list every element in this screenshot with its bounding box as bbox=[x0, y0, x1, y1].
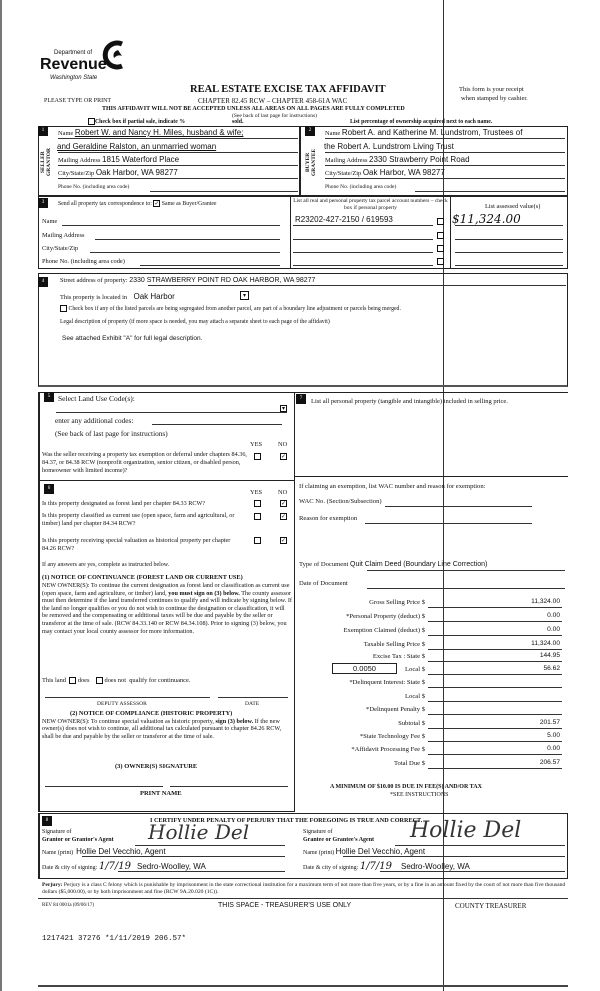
fee-label: *Delinquent Penalty $ bbox=[366, 706, 425, 713]
form-revision: REV 84 0001a (09/06/17) bbox=[42, 903, 94, 908]
seller-mail-field[interactable]: Mailing Address 1815 Waterford Place bbox=[58, 155, 180, 164]
exemption-no-checkbox[interactable]: ✓ bbox=[281, 453, 287, 460]
no-header: NO bbox=[278, 489, 288, 496]
minimum-note: A MINIMUM OF $10.00 IS DUE IN FEE(S) AND/OR TAX bbox=[330, 784, 482, 790]
personal-property-checkbox[interactable] bbox=[437, 232, 444, 239]
fee-label: Subtotal $ bbox=[398, 720, 425, 727]
owner-signature-line[interactable] bbox=[45, 786, 163, 787]
street-address-field[interactable]: Street address of property: 2330 STRAWBERRY POINT RD OAK HARBOR, WA 98277 bbox=[60, 277, 316, 284]
buyer-name-field[interactable]: Name Robert A. and Katherine M. Lundstrom, Trustees of bbox=[325, 128, 523, 137]
document-type-field[interactable]: Type of Document Quit Claim Deed (Boundary Line Correction) bbox=[299, 561, 488, 568]
same-as-buyer-checkbox[interactable]: Send all property tax correspondence to: ✓ Same as Buyer/Grantee bbox=[58, 200, 217, 207]
section-number: 3 bbox=[38, 198, 48, 208]
buyer-side-label: BUYER GRANTEE bbox=[305, 148, 317, 176]
grantee-name-field[interactable]: Name (print) Hollie Del Vecchio, Agent bbox=[303, 847, 426, 856]
treasurer-only-label: THIS SPACE - TREASURER'S USE ONLY bbox=[218, 902, 352, 909]
no-header: NO bbox=[278, 441, 288, 448]
form-title: REAL ESTATE EXCISE TAX AFFIDAVIT bbox=[190, 84, 386, 95]
fee-value[interactable]: 0.00 bbox=[547, 745, 560, 752]
forest-no-checkbox[interactable]: ✓ bbox=[281, 500, 287, 507]
buyer-mail-field[interactable]: Mailing Address 2330 Strawberry Point Road bbox=[325, 155, 470, 164]
current-use-yes-checkbox[interactable] bbox=[254, 513, 261, 520]
sig-of-label: Signature of bbox=[42, 829, 72, 835]
chevron-down-icon: ▾ bbox=[281, 405, 285, 412]
owner-signature-label: (3) OWNER(S) SIGNATURE bbox=[115, 763, 198, 770]
corr-phone-field[interactable]: Phone No. (including area code) bbox=[42, 258, 125, 265]
buyer-city-field[interactable]: City/State/Zip Oak Harbor, WA 98277 bbox=[325, 168, 445, 177]
ownership-note: List percentage of ownership acquired next to each name. bbox=[350, 119, 493, 125]
fee-value[interactable]: 144.95 bbox=[539, 652, 560, 659]
exemption-header: If claiming an exemption, list WAC number and reason for exemption: bbox=[299, 483, 486, 490]
parcel-header: List all real and personal property tax parcel account numbers – check box if personal property bbox=[293, 198, 448, 211]
fee-label: Exemption Claimed (deduct) $ bbox=[343, 627, 425, 634]
sold-label: sold. bbox=[232, 119, 244, 125]
additional-codes-field[interactable]: enter any additional codes: bbox=[55, 416, 134, 425]
dor-logo: Department of Revenue Washington State bbox=[40, 30, 130, 86]
see-back-note: (See back of last page for instructions) bbox=[55, 429, 168, 438]
notice-continuance-text: NEW OWNER(S): To continue the current designation as forest land or classification as current use (open space, farm and agriculture, or timber) land, you must sign on (3) below. The county assessor must then determine if the land transferred continues to qualify and will indicate by signing below. If the land no longer qualifies or you do not wish to continue the designation or classification, it will be removed and the compensating or additional taxes will be due and payable by the seller or transferor at the time of sale. (RCW 84.33.140 or RCW 84.34.108). Prior to signing (3) below, you may contact your local county assessor for more information. bbox=[42, 582, 292, 635]
personal-property-checkbox[interactable] bbox=[437, 245, 444, 252]
fee-label: *Personal Property (deduct) $ bbox=[346, 613, 425, 620]
see-instructions-note: *SEE INSTRUCTIONS bbox=[390, 792, 449, 798]
fee-label: *State Technology Fee $ bbox=[359, 733, 425, 740]
notice-continuance-title: (1) NOTICE OF CONTINUANCE (FOREST LAND OR CURRENT USE) bbox=[42, 574, 243, 581]
buyer-phone-field[interactable]: Phone No. (including area code) bbox=[325, 184, 397, 190]
grantor-name-field[interactable]: Name (print) Hollie Del Vecchio, Agent bbox=[42, 847, 166, 856]
section-number: 5 bbox=[44, 392, 54, 402]
does-checkbox[interactable] bbox=[69, 677, 76, 684]
personal-property-checkbox[interactable] bbox=[437, 258, 444, 265]
fee-value[interactable]: 11,324.00 bbox=[531, 598, 560, 605]
legal-description-field[interactable]: See attached Exhibit "A" for full legal description. bbox=[62, 335, 203, 342]
buyer-name-line2[interactable]: the Robert A. Lundstrom Living Trust bbox=[324, 142, 454, 151]
fee-label: Excise Tax : State $ bbox=[372, 653, 425, 660]
fee-label: *Affidavit Processing Fee $ bbox=[351, 746, 425, 753]
corr-city-field[interactable]: City/State/Zip bbox=[42, 245, 79, 252]
dor-logo-mark-icon bbox=[100, 40, 126, 70]
grantee-signature[interactable]: Hollie Del bbox=[410, 818, 522, 843]
if-yes-note: If any answers are yes, complete as instructed below. bbox=[42, 562, 170, 568]
grantor-date-city-field[interactable]: Date & city of signing: 1/7/19 Sedro-Woolley, WA bbox=[42, 861, 206, 872]
fee-label: Local $ bbox=[405, 693, 425, 700]
exemption-reason-field[interactable]: Reason for exemption bbox=[299, 515, 358, 522]
receipt-note: This form is your receipt bbox=[459, 86, 524, 93]
please-type-note: PLEASE TYPE OR PRINT bbox=[44, 98, 112, 104]
certify-statement: I CERTIFY UNDER PENALTY OF PERJURY THAT THE FOREGOING IS TRUE AND CORRECT. bbox=[150, 817, 423, 824]
seller-phone-field[interactable]: Phone No. (including area code) bbox=[58, 184, 130, 190]
document-date-field[interactable]: Date of Document bbox=[299, 580, 348, 587]
sig-of-label: Signature of bbox=[303, 829, 333, 835]
yes-header: YES bbox=[250, 489, 263, 496]
partial-sale-checkbox[interactable]: Check box if partial sale, indicate % bbox=[88, 118, 185, 125]
section-number: 6 bbox=[44, 484, 54, 494]
fee-value[interactable]: 11,324.00 bbox=[531, 640, 560, 647]
land-use-dropdown[interactable] bbox=[56, 405, 287, 413]
grantee-date-city-field[interactable]: Date & city of signing: 1/7/19 Sedro-Woolley, WA bbox=[303, 861, 470, 872]
deputy-assessor-label: DEPUTY ASSESSOR bbox=[97, 701, 147, 707]
grantee-agent-label: Grantee or Grantee's Agent bbox=[303, 837, 375, 843]
fee-value[interactable]: 0.00 bbox=[547, 612, 560, 619]
section-number: 2 bbox=[305, 126, 315, 136]
historic-yes-checkbox[interactable] bbox=[254, 537, 261, 544]
section-number: 8 bbox=[42, 816, 52, 826]
fee-value[interactable]: 5.00 bbox=[547, 732, 560, 739]
current-use-question: Is this property classified as current use (open space, farm and agricultural, or timber) land per chapter 84.34 RCW? bbox=[42, 512, 235, 527]
historic-no-checkbox[interactable]: ✓ bbox=[281, 537, 287, 544]
notice-compliance-text: NEW OWNER(S): To continue special valuation as historic property, sign (3) below. If the new owner(s) does not wish to continue, all additional tax calculated pursuant to chapter 84.26 RCW, shall be due and payable by the seller or transferor at the time of sale. bbox=[42, 718, 282, 740]
personal-property-checkbox[interactable] bbox=[437, 218, 444, 225]
receipt-note-2: when stamped by cashier. bbox=[461, 95, 528, 102]
legal-description-label: Legal description of property (if more space is needed, you may attach a separate sheet to each page of the affidavit) bbox=[60, 319, 330, 325]
exemption-yes-checkbox[interactable] bbox=[254, 453, 261, 460]
print-name-label: PRINT NAME bbox=[140, 790, 182, 797]
corr-name-field[interactable]: Name bbox=[42, 218, 58, 225]
land-use-label: Select Land Use Code(s): bbox=[58, 394, 135, 403]
located-dropdown-icon[interactable]: ▾ bbox=[240, 291, 249, 300]
historic-question: Is this property receiving special valuation as historical property per chapter 84.26 RCW? bbox=[42, 537, 231, 552]
seller-name-line2[interactable]: and Geraldine Ralston, an unmarried woman bbox=[57, 142, 217, 151]
corr-mail-field[interactable]: Mailing Address bbox=[42, 232, 85, 239]
grantor-signature[interactable]: Hollie Del bbox=[148, 820, 250, 844]
yes-header: YES bbox=[250, 441, 263, 448]
seller-side-label: SELLER GRANTOR bbox=[40, 148, 52, 177]
does-not-checkbox[interactable] bbox=[96, 677, 103, 684]
county-treasurer-label: COUNTY TREASURER bbox=[455, 902, 527, 910]
exemption-question: Was the seller receiving a property tax exemption or deferral under chapters 84.36, 84.37, or 84.38 RCW (nonprofit organization, senior citizen, or disabled person, homeowner with limited income)? bbox=[42, 451, 247, 474]
fee-label: Total Due $ bbox=[393, 760, 425, 767]
wac-number-field[interactable]: WAC No. (Section/Subsection) bbox=[299, 498, 382, 505]
segregate-checkbox[interactable]: Check box if any of the listed parcels are being segregated from another parcel, are part of a boundary line adjustment or parcels being merged. bbox=[60, 305, 401, 312]
seller-name-field[interactable]: Name Robert W. and Nancy H. Miles, husband & wife; bbox=[58, 128, 244, 137]
fee-value[interactable]: 0.00 bbox=[547, 626, 560, 633]
fee-value[interactable]: 206.57 bbox=[539, 759, 560, 766]
forest-yes-checkbox[interactable] bbox=[254, 500, 261, 507]
rate-box[interactable]: 0.0050 bbox=[332, 663, 397, 674]
date-label: DATE bbox=[245, 701, 260, 707]
located-in-field[interactable]: This property is located in Oak Harbor bbox=[60, 292, 175, 301]
parcel-number-field[interactable]: R23202-427-2150 / 619593 bbox=[295, 215, 393, 224]
property-section bbox=[38, 273, 568, 387]
grantor-agent-label: Grantor or Grantor's Agent bbox=[42, 837, 114, 843]
see-back-note: (See back of last page for instructions) bbox=[232, 113, 317, 119]
section-number: 7 bbox=[296, 394, 306, 404]
fee-label: Gross Selling Price $ bbox=[369, 599, 425, 606]
warning-text: THIS AFFIDAVIT WILL NOT BE ACCEPTED UNLESS ALL AREAS ON ALL PAGES ARE FULLY COMPLETED bbox=[102, 106, 405, 112]
fee-value[interactable]: 201.57 bbox=[539, 719, 560, 726]
assessed-header: List assessed value(s) bbox=[485, 203, 541, 210]
section-number: 4 bbox=[38, 277, 48, 287]
continuance-checkboxes: This land does does not qualify for continuance. bbox=[42, 677, 191, 684]
form-subtitle: CHAPTER 82.45 RCW – CHAPTER 458-61A WAC bbox=[198, 97, 348, 105]
assessed-value-field[interactable]: $11,324.00 bbox=[452, 212, 521, 226]
treasurer-stamp: 1217421 37276 *1/11/2019 206.57* bbox=[42, 935, 187, 943]
forest-question: Is this property designated as forest land per chapter 84.33 RCW? bbox=[42, 500, 206, 507]
notice-compliance-title: (2) NOTICE OF COMPLIANCE (HISTORIC PROPERTY) bbox=[70, 710, 233, 717]
fee-label: Taxable Selling Price $ bbox=[363, 641, 425, 648]
fee-value[interactable]: 56.62 bbox=[543, 665, 560, 672]
section-number: 1 bbox=[38, 126, 48, 136]
personal-property-label: List all personal property (tangible and intangible) included in selling price. bbox=[311, 398, 508, 405]
current-use-no-checkbox[interactable]: ✓ bbox=[281, 513, 287, 520]
perjury-note: Perjury: Perjury is a class C felony which is punishable by imprisonment in the state correctional institution for a maximum term of not more than five years, or by a fine in an amount fixed by the court of not more than five thousand dollars ($5,000.00), or by both imprisonment and fine (RCW 9A.20.020 (1C)). bbox=[42, 882, 566, 896]
seller-city-field[interactable]: City/State/Zip Oak Harbor, WA 98277 bbox=[58, 168, 178, 177]
fee-label: Local $ bbox=[405, 666, 425, 673]
fee-label: *Delinquent Interest: State $ bbox=[349, 679, 425, 686]
